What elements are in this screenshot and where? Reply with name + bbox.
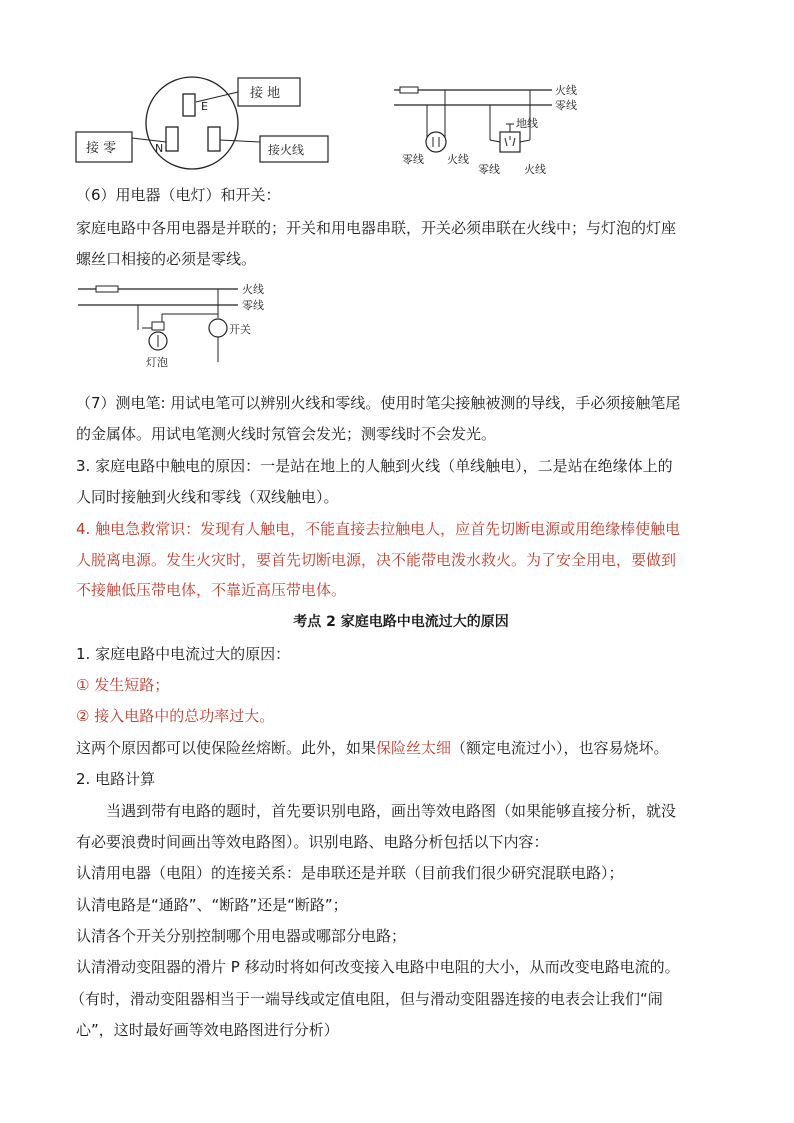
- circuit-calc-item-4: 认清滑动变阻器的滑片 P 移动时将如何改变接入电路中电阻的大小，从而改变电路电流的。: [76, 958, 680, 976]
- left-outlet-neutral-label: 零线: [402, 153, 424, 166]
- ground-label: 接 地: [250, 86, 281, 101]
- section-7-line-1: （7）测电笔: 用试电笔可以辨别火线和零线。使用时笔尖接触被测的导线，手必须接触笔尾: [76, 394, 681, 412]
- circuit-calc-item-1: 认清用电器（电阻）的连接关系：是串联还是并联（目前我们很少研究混联电路）；: [76, 864, 624, 882]
- section-7-line-2: 的金属体。用试电笔测火线时氖管会发光；测零线时不会发光。: [76, 425, 497, 443]
- left-outlet-live-label: 火线: [447, 153, 469, 166]
- fuse-note-pre: 这两个原因都可以使保险丝熔断。此外，如果: [76, 739, 377, 757]
- live-leader: [220, 140, 260, 142]
- socket-pin-ground: [183, 94, 195, 116]
- section-heading: 考点 2 家庭电路中电流过大的原因: [293, 614, 509, 630]
- socket-pin-neutral: [166, 127, 178, 151]
- lamp-socket: [152, 322, 164, 330]
- right-outlet-wire: [520, 140, 530, 142]
- live-wire-label: 火线: [555, 84, 577, 97]
- section-6-title: （6）用电器（电灯）和开关：: [76, 186, 281, 204]
- lamp-switch-diagram: [76, 280, 286, 372]
- circuit-calc-item-3: 认清各个开关分别控制哪个用电器或哪部分电路；: [76, 927, 407, 945]
- cause-short-circuit: ① 发生短路；: [76, 676, 170, 694]
- ground-wire-label: 地线: [516, 117, 538, 130]
- bulb-label: 灯泡: [146, 356, 168, 369]
- circuit-calc-title: 2. 电路计算: [76, 770, 156, 788]
- fuse: [400, 87, 418, 93]
- live-wire-label: 火线: [242, 283, 264, 296]
- circuit-calc-item-2: 认清电路是“通路”、“断路”还是“断路”；: [76, 896, 348, 914]
- point-4-line-1: 4. 触电急救常识：发现有人触电，不能直接去拉触电人，应首先切断电源或用绝缘棒使触电: [76, 520, 681, 538]
- fuse-note-post: （额定电流过小），也容易烧坏。: [451, 739, 669, 757]
- outlet-wiring-diagram: [392, 80, 592, 180]
- fuse: [96, 286, 118, 292]
- point-3-line-1: 3. 家庭电路中触电的原因：一是站在地上的人触到火线（单线触电），二是站在绝缘体上的: [76, 457, 673, 475]
- right-outlet-wire: [490, 140, 500, 142]
- circuit-calc-body-1: 当遇到带有电路的题时，首先要识别电路，画出等效电路图（如果能够直接分析，就没: [106, 802, 677, 820]
- point-3-line-2: 人同时接触到火线和零线（双线触电）。: [76, 488, 339, 506]
- point-4-line-2: 人脱离电源。发生火灾时，要首先切断电源，决不能带电泼水救火。为了安全用电，要做到: [76, 551, 677, 569]
- cause-list-title: 1. 家庭电路中电流过大的原因：: [76, 645, 291, 663]
- right-outlet-neutral-label: 零线: [478, 163, 500, 176]
- circuit-calc-note-1: （有时，滑动变阻器相当于一端导线或定值电阻，但与滑动变阻器连接的电表会让我们“闹: [70, 990, 663, 1008]
- fuse-note: [76, 737, 726, 759]
- fuse-note-highlight: 保险丝太细: [376, 739, 452, 757]
- socket-diagram: [74, 72, 334, 174]
- socket-pin-live: [208, 127, 220, 151]
- pin-e-label: E: [201, 100, 208, 113]
- neutral-label: 接 零: [86, 141, 117, 156]
- circuit-calc-body-2: 有必要浪费时间画出等效电路图）。识别电路、电路分析包括以下内容：: [76, 833, 549, 851]
- right-outlet-live-label: 火线: [524, 163, 546, 176]
- left-outlet: [426, 132, 446, 152]
- cause-overload: ② 接入电路中的总功率过大。: [76, 707, 275, 725]
- switch-icon: [209, 319, 227, 337]
- point-4-line-3: 不接触低压带电体，不靠近高压带电体。: [76, 581, 347, 599]
- section-6-body-1: 家庭电路中各用电器是并联的；开关和用电器串联，开关必须串联在火线中；与灯泡的灯座: [76, 219, 677, 237]
- section-6-body-2: 螺丝口相接的必须是零线。: [76, 250, 257, 268]
- neutral-wire-label: 零线: [242, 299, 264, 312]
- pin-n-label: N: [155, 142, 164, 155]
- socket-outline: [146, 77, 238, 169]
- switch-label: 开关: [229, 323, 251, 336]
- circuit-calc-note-2: 心”，这时最好画等效电路图进行分析）: [76, 1021, 339, 1039]
- neutral-wire-label: 零线: [555, 99, 577, 112]
- live-label: 接火线: [268, 143, 305, 157]
- right-outlet: [500, 132, 520, 152]
